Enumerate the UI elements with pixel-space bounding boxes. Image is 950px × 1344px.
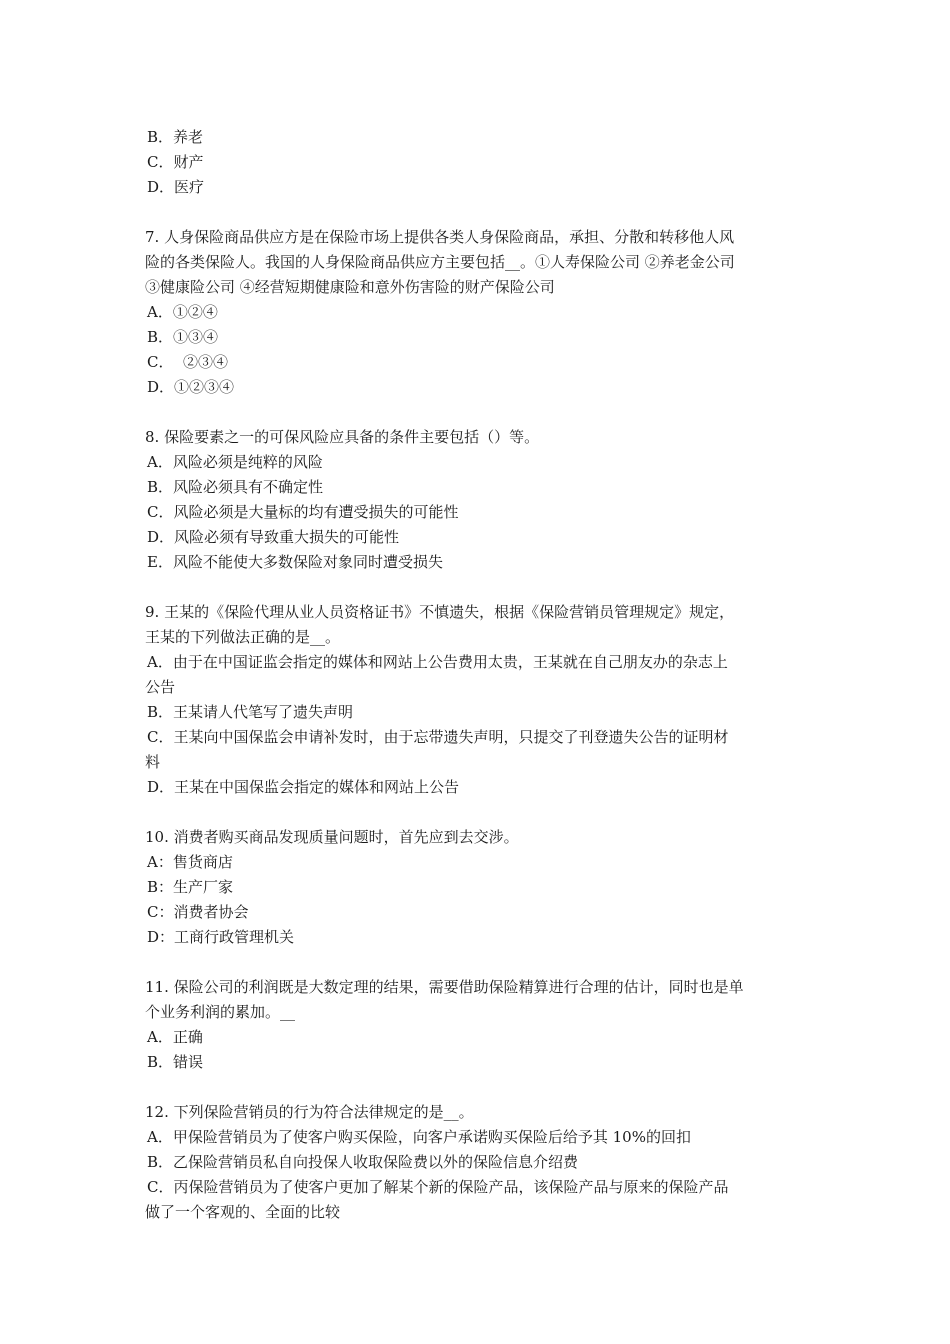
option-line: D．医疗 — [147, 178, 205, 196]
option-continuation-line: 公告 — [145, 678, 176, 696]
option-line: C．财产 — [147, 153, 204, 171]
question-stem-line: 个业务利润的累加。__ — [145, 1003, 296, 1021]
option-line: B．风险必须具有不确定性 — [147, 478, 324, 496]
option-line: B．养老 — [147, 128, 204, 146]
question-7 — [145, 225, 810, 400]
option-line: C．丙保险营销员为了使客户更加了解某个新的保险产品，该保险产品与原来的保险产品 — [147, 1178, 729, 1196]
option-line: A．由于在中国证监会指定的媒体和网站上公告费用太贵，王某就在自己朋友办的杂志上 — [147, 653, 728, 671]
question-stem-line: 10. 消费者购买商品发现质量问题时，首先应到去交涉。 — [145, 828, 519, 846]
question-stem-line: 王某的下列做法正确的是__。 — [145, 628, 341, 646]
option-line: C．风险必须是大量标的均有遭受损失的可能性 — [147, 503, 459, 521]
option-line: C． ②③④ — [147, 353, 229, 371]
question-11 — [145, 975, 810, 1075]
option-line: D．①②③④ — [147, 378, 235, 396]
option-line: A．风险必须是纯粹的风险 — [147, 453, 323, 471]
option-line: D：工商行政管理机关 — [147, 928, 295, 946]
question-9 — [145, 600, 810, 800]
option-line: E．风险不能使大多数保险对象同时遭受损失 — [147, 553, 443, 571]
question-stem-line: 8. 保险要素之一的可保风险应具备的条件主要包括（）等。 — [145, 428, 540, 446]
option-line: B．错误 — [147, 1053, 204, 1071]
question-stem-line: 12. 下列保险营销员的行为符合法律规定的是__。 — [145, 1103, 474, 1121]
option-line: C．王某向中国保监会申请补发时，由于忘带遗失声明，只提交了刊登遗失公告的证明材 — [147, 728, 729, 746]
question-stem-line: 9. 王某的《保险代理从业人员资格证书》不慎遗失，根据《保险营销员管理规定》规定， — [145, 603, 735, 621]
option-line: A．①②④ — [147, 303, 218, 321]
question-10 — [145, 825, 810, 950]
previous-question-options — [145, 125, 810, 200]
question-8 — [145, 425, 810, 575]
question-stem-line: 11. 保险公司的利润既是大数定理的结果，需要借助保险精算进行合理的估计，同时也是单 — [145, 978, 744, 996]
option-line: B．王某请人代笔写了遗失声明 — [147, 703, 354, 721]
option-line: D．王某在中国保监会指定的媒体和网站上公告 — [147, 778, 460, 796]
option-line: D．风险必须有导致重大损失的可能性 — [147, 528, 400, 546]
option-line: C：消费者协会 — [147, 903, 249, 921]
question-stem-line: 7. 人身保险商品供应方是在保险市场上提供各类人身保险商品，承担、分散和转移他人风 — [145, 228, 735, 246]
option-line: A．正确 — [147, 1028, 203, 1046]
question-stem-line: ③健康险公司 ④经营短期健康险和意外伤害险的财产保险公司 — [145, 278, 555, 296]
option-line: A：售货商店 — [147, 853, 233, 871]
option-line: B．①③④ — [147, 328, 219, 346]
option-continuation-line: 做了一个客观的、全面的比较 — [145, 1203, 341, 1221]
option-line: A．甲保险营销员为了使客户购买保险，向客户承诺购买保险后给予其 10%的回扣 — [147, 1128, 691, 1146]
document-page — [145, 125, 810, 1225]
option-line: B：生产厂家 — [147, 878, 234, 896]
question-stem-line: 险的各类保险人。我国的人身保险商品供应方主要包括__。①人寿保险公司 ②养老金公司 — [145, 253, 735, 271]
option-line: B．乙保险营销员私自向投保人收取保险费以外的保险信息介绍费 — [147, 1153, 579, 1171]
option-continuation-line: 料 — [145, 753, 161, 771]
question-12 — [145, 1100, 810, 1225]
